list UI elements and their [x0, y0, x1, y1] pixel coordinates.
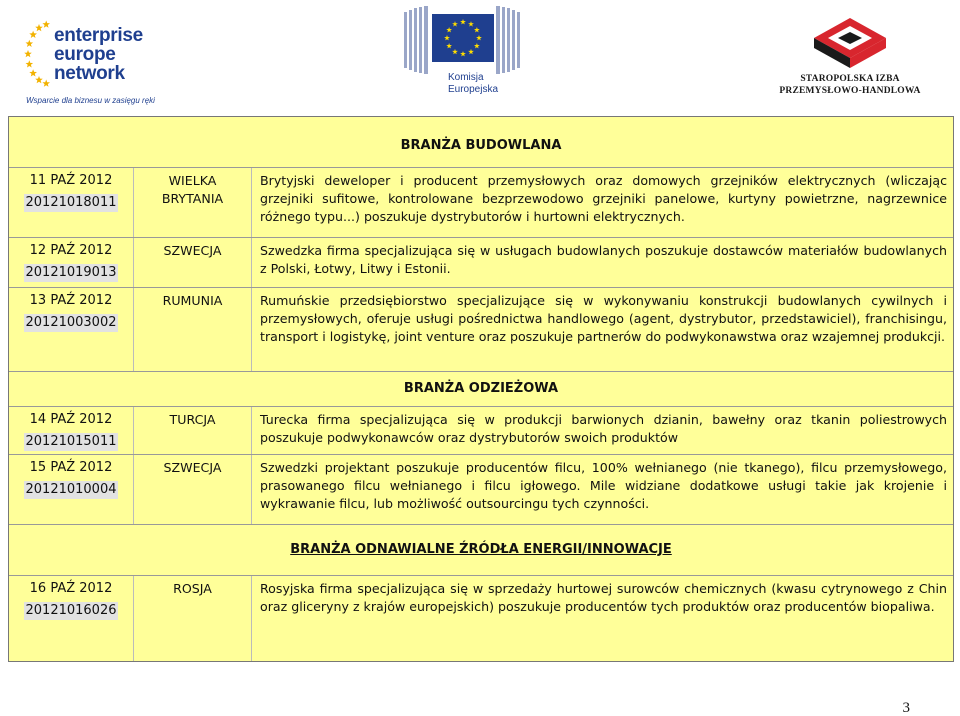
country-name: TURCJA [169, 412, 216, 427]
offer-date: 11 PAŹ 2012 [29, 173, 113, 188]
offer-date: 14 PAŹ 2012 [29, 412, 113, 427]
description-cell [251, 288, 953, 371]
country-cell [133, 407, 251, 454]
date-cell [9, 238, 133, 287]
page-number: 3 [902, 700, 910, 716]
offer-code: 20121016026 [25, 603, 117, 618]
date-cell [9, 168, 133, 237]
date-cell [9, 455, 133, 524]
date-cell [9, 576, 133, 661]
offers-table [8, 116, 954, 662]
date-cell [9, 288, 133, 371]
offer-description: Szwedzka firma specjalizująca się w usługach budowlanych poszukuje dostawców materiałów budowlanych z Polski, Łotwy, Litwy i Estonii. [260, 243, 947, 276]
description-cell [251, 238, 953, 287]
offer-date: 13 PAŹ 2012 [29, 293, 113, 308]
country-cell [133, 168, 251, 237]
offer-code: 20121019013 [25, 265, 117, 280]
sector-header [9, 524, 953, 575]
sector-header [9, 117, 953, 167]
description-cell [251, 455, 953, 524]
table-row [9, 237, 953, 287]
logo-line-3: network [54, 63, 125, 84]
table-row [9, 167, 953, 237]
country-name: RUMUNIA [162, 293, 223, 308]
table-row [9, 454, 953, 524]
sph-emblem-icon [814, 18, 886, 68]
sph-line-2: PRZEMYSŁOWO-HANDLOWA [779, 86, 921, 96]
sector-title [9, 525, 953, 575]
offer-description: Brytyjski deweloper i producent przemysłowych oraz domowych grzejników elektrycznych (wliczając grzejniki sufitowe, kontrolowane bezprzewodowo grzejniki panelowe, kurtyny powietrzne, nagrzewnice różnego typu...) poszukuje dystrybutorów i hurtowni elektrycznych. [260, 173, 947, 224]
ec-line-2: Europejska [448, 84, 499, 95]
offer-date: 16 PAŹ 2012 [29, 581, 113, 596]
table-row [9, 287, 953, 371]
description-cell [251, 576, 953, 661]
description-cell [251, 168, 953, 237]
date-cell [9, 407, 133, 454]
staropolska-izba-logo [770, 18, 930, 98]
logo-line-2: europe [54, 44, 116, 65]
table-row [9, 406, 953, 454]
offer-code: 20121015011 [25, 434, 117, 449]
country-name: WIELKA BRYTANIA [161, 173, 224, 206]
sector-title [9, 372, 953, 406]
country-cell [133, 288, 251, 371]
country-name: SZWECJA [163, 460, 222, 475]
offer-date: 12 PAŹ 2012 [29, 243, 113, 258]
sector-title-text: BRANŻA ODZIEŻOWA [403, 381, 559, 396]
enterprise-europe-network-logo [20, 14, 155, 110]
country-cell [133, 455, 251, 524]
country-cell [133, 576, 251, 661]
ec-building-flag-icon [404, 6, 524, 76]
sector-title [9, 117, 953, 167]
offer-code: 20121003002 [25, 315, 117, 330]
european-commission-logo [404, 6, 524, 96]
country-name: SZWECJA [163, 243, 222, 258]
country-name: ROSJA [173, 581, 212, 596]
offer-code: 20121010004 [25, 482, 117, 497]
sph-line-1: STAROPOLSKA IZBA [800, 74, 900, 84]
offer-description: Turecka firma specjalizująca się w produkcji barwionych dzianin, bawełny oraz tkanin poliestrowych poszukuje podwykonawców oraz dystrybutorów swoich produktów [260, 412, 947, 445]
offer-date: 15 PAŹ 2012 [29, 460, 113, 475]
offer-description: Rumuńskie przedsiębiorstwo specjalizujące się w wykonywaniu konstrukcji budowlanych cywilnych i przemysłowych, oferuje usługi pośrednictwa handlowego (agent, dystrybutor, przedstawiciel), franchisingu, transport i logistykę, joint venture oraz poszukuje partnerów do podwykonawstwa oraz wzajemnej produkcji. [260, 293, 947, 344]
offer-code: 20121018011 [25, 195, 117, 210]
country-cell [133, 238, 251, 287]
offer-description: Rosyjska firma specjalizująca się w sprzedaży hurtowej surowców chemicznych (kwasu cytrynowego z Chin oraz gliceryny z krajów europejskich) poszukuje producentów tych produktów oraz producentów biopaliwa. [260, 581, 947, 614]
offer-description: Szwedzki projektant poszukuje producentów filcu, 100% wełnianego (nie tkanego), filcu przemysłowego, prasowanego filcu wełnianego i filcu igłowego. Mile widziane dodatkowe usługi takie jak krojenie i wykrawanie filcu, lub możliwość outsourcingu tych czynności. [260, 460, 947, 511]
description-cell [251, 407, 953, 454]
stars-ring-icon [20, 20, 54, 92]
sector-title-text: BRANŻA ODNAWIALNE ŹRÓDŁA ENERGII/INNOWACJE [290, 542, 672, 557]
ec-line-1: Komisja [448, 72, 484, 83]
table-row [9, 575, 953, 661]
sector-title-text: BRANŻA BUDOWLANA [400, 138, 562, 153]
sector-header [9, 371, 953, 406]
logo-line-1: enterprise [54, 25, 143, 46]
logo-tagline: Wsparcie dla biznesu w zasięgu ręki [26, 96, 155, 105]
